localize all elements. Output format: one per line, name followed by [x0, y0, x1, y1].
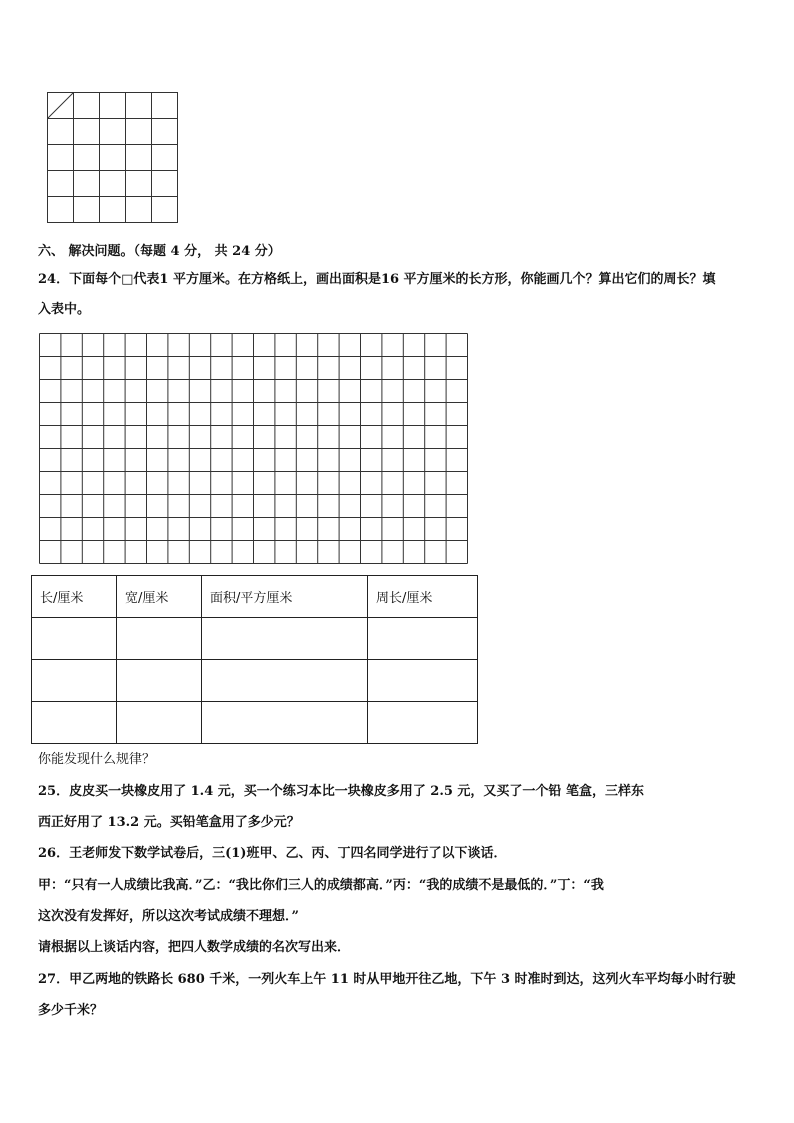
small-grid [48, 93, 178, 223]
table-row [32, 702, 478, 744]
q24-line2: 入表中。 [38, 302, 91, 317]
table-cell [202, 618, 368, 660]
q26-line3: 这次没有发挥好，所以这次考试成绩不理想．” [38, 909, 299, 924]
table-row [32, 618, 478, 660]
q27-line2: 多少千米？ [38, 1003, 104, 1018]
table-cell [202, 702, 368, 744]
q26-line2: 甲：“只有一人成绩比我高．”乙：“我比你们三人的成绩都高．”丙：“我的成绩不是最低的．”丁：“我 [38, 878, 604, 893]
table-cell [368, 660, 478, 702]
q26-line1: 26．王老师发下数学试卷后，三(1)班甲、乙、丙、丁四名同学进行了以下谈话． [38, 846, 507, 861]
table-header-area: 面积/平方厘米 [202, 576, 368, 618]
q24-followup: 你能发现什么规律？ [38, 752, 156, 767]
table-header-width: 宽/厘米 [117, 576, 202, 618]
table-cell [32, 660, 117, 702]
table-cell [32, 702, 117, 744]
q25-line2: 西正好用了 13.2 元。买铅笔盒用了多少元？ [38, 815, 300, 830]
table-header-length: 长/厘米 [32, 576, 117, 618]
q24-line1: 24．下面每个□代表1 平方厘米。在方格纸上，画出面积是16 平方厘米的长方形，你能画几个？算出它们的周长？填 [38, 272, 716, 287]
section-title: 六、 解决问题。（每题 4 分， 共 24 分） [38, 244, 281, 259]
q25-line1: 25．皮皮买一块橡皮用了 1.4 元，买一个练习本比一块橡皮多用了 2.5 元，又买了一个铅 笔盒，三样东 [38, 784, 644, 799]
q26-line4: 请根据以上谈话内容，把四人数学成绩的名次写出来． [38, 940, 351, 955]
table-cell [32, 618, 117, 660]
table-cell [368, 702, 478, 744]
table-cell [117, 618, 202, 660]
answer-table [31, 575, 478, 744]
table-cell [202, 660, 368, 702]
table-cell [117, 660, 202, 702]
table-header-perimeter: 周长/厘米 [368, 576, 478, 618]
table-row [32, 660, 478, 702]
q27-line1: 27．甲乙两地的铁路长 680 千米，一列火车上午 11 时从甲地开往乙地，下午 3 时准时到达，这列火车平均每小时行驶 [38, 972, 736, 987]
table-cell [117, 702, 202, 744]
table-cell [368, 618, 478, 660]
large-grid [40, 334, 468, 564]
